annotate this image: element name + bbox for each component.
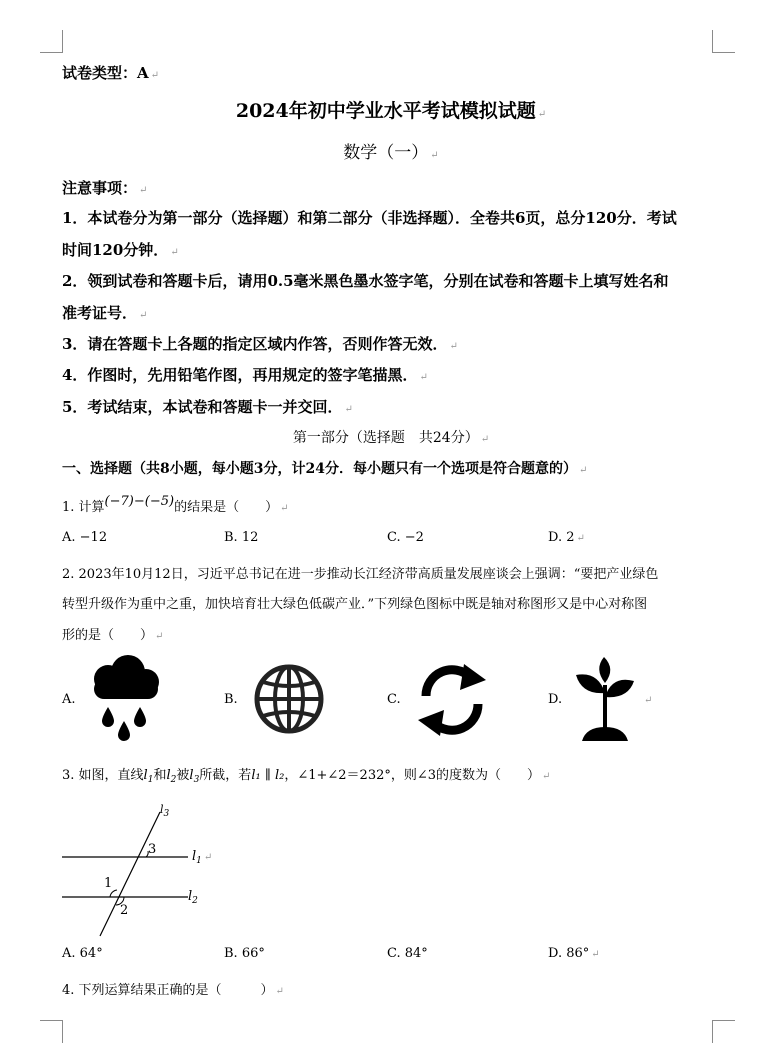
crop-mark-top-right — [712, 30, 735, 53]
part1-heading: 第一部分（选择题 共24分） ↵ — [292, 430, 490, 446]
note-line: 2．领到试卷和答题卡后，请用0.5毫米黑色墨水签字笔，分别在试卷和答题卡上填写姓名和 — [62, 272, 669, 290]
q1-option-a: A. −12 — [62, 530, 108, 545]
notes-heading: 注意事项： ↵ — [62, 179, 148, 197]
sprout-icon — [572, 655, 638, 745]
q3-angle-2: 2 — [120, 903, 129, 918]
cloud-rain-icon — [86, 655, 164, 749]
q3-figure — [60, 800, 220, 944]
question-2-line: 2. 2023年10月12日，习近平总书记在进一步推动长江经济带高质量发展座谈会上强调：“要把产业绿色 — [62, 567, 659, 582]
section1-heading: 一、选择题（共8小题，每小题3分，计24分．每小题只有一个选项是符合题意的） ↵ — [62, 461, 588, 477]
question-4: 4. 下列运算结果正确的是（ ） ↵ — [62, 983, 284, 998]
q2-option-b-label: B. — [224, 692, 238, 707]
question-3: 3. 如图，直线$l_1$和$l_2$被$l_3$所截，若l₁ ∥ l₂，∠1+∠2＝232°，则∠3的度数为（ ） ↵ — [62, 768, 551, 785]
q3-option-c: C. 84° — [387, 946, 428, 961]
note-line: 准考证号． ↵ — [62, 304, 148, 322]
crop-mark-bottom-right — [712, 1020, 735, 1043]
paper-type: 试卷类型：A ↵ — [62, 64, 160, 82]
q3-label-l2: $l_2$ — [188, 889, 198, 906]
q3-label-l1: $l_1$ ↵ — [192, 849, 213, 866]
note-line: 1．本试卷分为第一部分（选择题）和第二部分（非选择题）．全卷共6页，总分120分．考试 — [62, 209, 677, 227]
crop-mark-bottom-left — [40, 1020, 63, 1043]
note-line: 时间120分钟． ↵ — [62, 241, 179, 259]
q1-option-d: D. 2 ↵ — [548, 530, 585, 545]
crop-mark-top-left — [40, 30, 63, 53]
note-line: 3．请在答题卡上各题的指定区域内作答，否则作答无效． ↵ — [62, 335, 458, 353]
q3-option-a: A. 64° — [62, 946, 103, 961]
q2-paragraph-mark: ↵ — [644, 695, 653, 706]
globe-icon — [252, 662, 326, 740]
q1-option-c: C. −2 — [387, 530, 424, 545]
note-line: 5．考试结束，本试卷和答题卡一并交回． ↵ — [62, 398, 353, 416]
q2-option-c-label: C. — [387, 692, 401, 707]
page-title: 2024年初中学业水平考试模拟试题 ↵ — [235, 100, 547, 122]
recycle-arrows-icon — [408, 660, 496, 744]
q3-angle-3: 3 — [148, 842, 157, 857]
question-2-line: 形的是（ ） ↵ — [62, 628, 164, 643]
q1-option-b: B. 12 — [224, 530, 259, 545]
q3-option-b: B. 66° — [224, 946, 265, 961]
q3-parallel: l₁ ∥ l₂ — [251, 768, 285, 783]
question-2-line: 转型升级作为重中之重，加快培育壮大绿色低碳产业．”下列绿色图标中既是轴对称图形又是中心对称图 — [62, 597, 648, 612]
line-l3 — [100, 812, 160, 936]
q2-option-a-label: A. — [62, 692, 76, 707]
q2-option-d-label: D. — [548, 692, 563, 707]
q3-angle-1: 1 — [104, 876, 113, 891]
question-1: 1. 计算(−7)−(−5)的结果是（ ） ↵ — [62, 494, 289, 515]
q3-option-d: D. 86° ↵ — [548, 946, 600, 961]
note-line: 4．作图时，先用铅笔作图，再用规定的签字笔描黑． ↵ — [62, 366, 428, 384]
q3-label-l3: $l_3$ — [160, 803, 170, 819]
q1-expression: (−7)−(−5) — [104, 494, 175, 509]
page-subtitle: 数学（一） ↵ — [343, 143, 439, 163]
